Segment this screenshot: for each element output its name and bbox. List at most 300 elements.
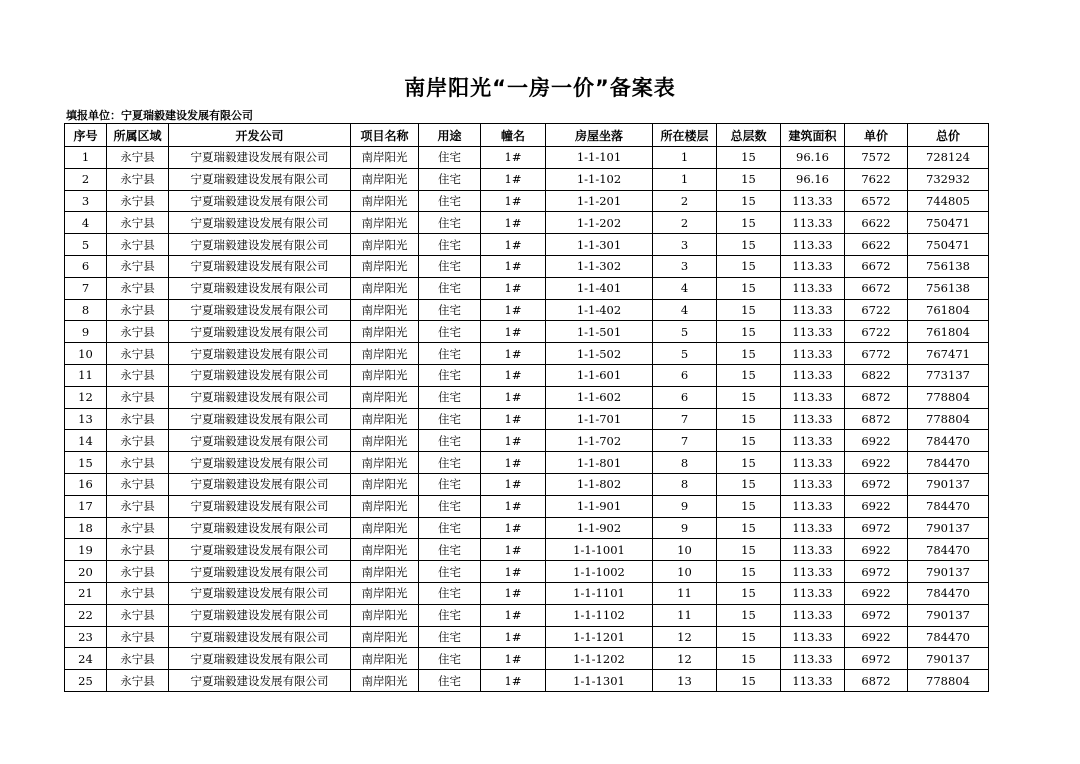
header-area: 建筑面积 — [781, 124, 845, 147]
cell-project: 南岸阳光 — [351, 147, 419, 169]
cell-area: 96.16 — [781, 168, 845, 190]
cell-floor: 1 — [653, 147, 717, 169]
cell-location: 1-1-901 — [546, 495, 653, 517]
cell-index: 11 — [65, 364, 107, 386]
cell-usage: 住宅 — [419, 364, 481, 386]
cell-location: 1-1-1102 — [546, 604, 653, 626]
header-developer: 开发公司 — [169, 124, 351, 147]
cell-index: 10 — [65, 343, 107, 365]
cell-index: 17 — [65, 495, 107, 517]
cell-index: 9 — [65, 321, 107, 343]
cell-building: 1# — [481, 147, 546, 169]
cell-usage: 住宅 — [419, 495, 481, 517]
cell-developer: 宁夏瑞毅建设发展有限公司 — [169, 364, 351, 386]
cell-developer: 宁夏瑞毅建设发展有限公司 — [169, 321, 351, 343]
cell-area: 113.33 — [781, 212, 845, 234]
cell-floor: 2 — [653, 212, 717, 234]
cell-region: 永宁县 — [107, 299, 169, 321]
cell-total-floors: 15 — [717, 255, 781, 277]
table-row — [65, 430, 989, 452]
cell-developer: 宁夏瑞毅建设发展有限公司 — [169, 255, 351, 277]
cell-project: 南岸阳光 — [351, 561, 419, 583]
cell-index: 5 — [65, 234, 107, 256]
cell-total-price: 767471 — [908, 343, 989, 365]
cell-area: 113.33 — [781, 495, 845, 517]
cell-project: 南岸阳光 — [351, 408, 419, 430]
cell-developer: 宁夏瑞毅建设发展有限公司 — [169, 168, 351, 190]
cell-location: 1-1-301 — [546, 234, 653, 256]
cell-usage: 住宅 — [419, 321, 481, 343]
cell-floor: 8 — [653, 452, 717, 474]
cell-region: 永宁县 — [107, 212, 169, 234]
cell-building: 1# — [481, 212, 546, 234]
cell-usage: 住宅 — [419, 473, 481, 495]
cell-floor: 11 — [653, 582, 717, 604]
cell-project: 南岸阳光 — [351, 473, 419, 495]
cell-developer: 宁夏瑞毅建设发展有限公司 — [169, 473, 351, 495]
cell-unit-price: 6972 — [845, 561, 908, 583]
cell-floor: 10 — [653, 561, 717, 583]
cell-area: 113.33 — [781, 343, 845, 365]
cell-total-price: 756138 — [908, 255, 989, 277]
cell-developer: 宁夏瑞毅建设发展有限公司 — [169, 517, 351, 539]
cell-location: 1-1-502 — [546, 343, 653, 365]
cell-project: 南岸阳光 — [351, 582, 419, 604]
cell-total-floors: 15 — [717, 452, 781, 474]
cell-floor: 6 — [653, 364, 717, 386]
cell-region: 永宁县 — [107, 670, 169, 692]
cell-usage: 住宅 — [419, 212, 481, 234]
cell-developer: 宁夏瑞毅建设发展有限公司 — [169, 277, 351, 299]
cell-total-floors: 15 — [717, 495, 781, 517]
cell-unit-price: 6672 — [845, 277, 908, 299]
cell-unit-price: 6922 — [845, 495, 908, 517]
cell-index: 19 — [65, 539, 107, 561]
cell-usage: 住宅 — [419, 452, 481, 474]
header-usage: 用途 — [419, 124, 481, 147]
cell-area: 113.33 — [781, 234, 845, 256]
cell-total-floors: 15 — [717, 648, 781, 670]
cell-usage: 住宅 — [419, 648, 481, 670]
cell-building: 1# — [481, 604, 546, 626]
cell-usage: 住宅 — [419, 430, 481, 452]
cell-index: 2 — [65, 168, 107, 190]
cell-area: 113.33 — [781, 321, 845, 343]
cell-unit-price: 6922 — [845, 539, 908, 561]
cell-project: 南岸阳光 — [351, 190, 419, 212]
cell-developer: 宁夏瑞毅建设发展有限公司 — [169, 299, 351, 321]
cell-location: 1-1-802 — [546, 473, 653, 495]
table-row — [65, 277, 989, 299]
cell-usage: 住宅 — [419, 343, 481, 365]
table-row — [65, 408, 989, 430]
cell-floor: 7 — [653, 408, 717, 430]
cell-index: 3 — [65, 190, 107, 212]
cell-index: 1 — [65, 147, 107, 169]
cell-total-price: 728124 — [908, 147, 989, 169]
cell-total-floors: 15 — [717, 343, 781, 365]
cell-region: 永宁县 — [107, 386, 169, 408]
cell-total-floors: 15 — [717, 626, 781, 648]
cell-total-floors: 15 — [717, 234, 781, 256]
cell-floor: 13 — [653, 670, 717, 692]
cell-total-floors: 15 — [717, 386, 781, 408]
cell-index: 23 — [65, 626, 107, 648]
cell-total-price: 778804 — [908, 408, 989, 430]
cell-floor: 7 — [653, 430, 717, 452]
cell-project: 南岸阳光 — [351, 626, 419, 648]
cell-project: 南岸阳光 — [351, 495, 419, 517]
cell-area: 113.33 — [781, 539, 845, 561]
cell-location: 1-1-202 — [546, 212, 653, 234]
table-row — [65, 364, 989, 386]
cell-index: 24 — [65, 648, 107, 670]
table-row — [65, 473, 989, 495]
cell-total-floors: 15 — [717, 408, 781, 430]
table-row — [65, 561, 989, 583]
cell-area: 113.33 — [781, 408, 845, 430]
cell-total-price: 732932 — [908, 168, 989, 190]
cell-total-price: 761804 — [908, 321, 989, 343]
cell-project: 南岸阳光 — [351, 321, 419, 343]
cell-floor: 12 — [653, 648, 717, 670]
cell-floor: 1 — [653, 168, 717, 190]
table-row — [65, 147, 989, 169]
cell-developer: 宁夏瑞毅建设发展有限公司 — [169, 582, 351, 604]
cell-total-floors: 15 — [717, 299, 781, 321]
header-index: 序号 — [65, 124, 107, 147]
cell-region: 永宁县 — [107, 408, 169, 430]
table-body — [65, 147, 989, 692]
cell-building: 1# — [481, 255, 546, 277]
cell-location: 1-1-401 — [546, 277, 653, 299]
cell-location: 1-1-1202 — [546, 648, 653, 670]
cell-building: 1# — [481, 430, 546, 452]
cell-region: 永宁县 — [107, 473, 169, 495]
cell-region: 永宁县 — [107, 277, 169, 299]
cell-usage: 住宅 — [419, 234, 481, 256]
cell-project: 南岸阳光 — [351, 255, 419, 277]
cell-index: 13 — [65, 408, 107, 430]
cell-project: 南岸阳光 — [351, 670, 419, 692]
cell-usage: 住宅 — [419, 539, 481, 561]
cell-location: 1-1-702 — [546, 430, 653, 452]
cell-area: 113.33 — [781, 190, 845, 212]
table-row — [65, 670, 989, 692]
cell-building: 1# — [481, 234, 546, 256]
cell-floor: 4 — [653, 277, 717, 299]
cell-total-floors: 15 — [717, 561, 781, 583]
cell-project: 南岸阳光 — [351, 299, 419, 321]
header-unit-price: 单价 — [845, 124, 908, 147]
cell-developer: 宁夏瑞毅建设发展有限公司 — [169, 648, 351, 670]
header-region: 所属区域 — [107, 124, 169, 147]
cell-region: 永宁县 — [107, 604, 169, 626]
cell-total-price: 761804 — [908, 299, 989, 321]
cell-developer: 宁夏瑞毅建设发展有限公司 — [169, 147, 351, 169]
cell-location: 1-1-1101 — [546, 582, 653, 604]
cell-unit-price: 6922 — [845, 582, 908, 604]
cell-unit-price: 6972 — [845, 473, 908, 495]
cell-location: 1-1-601 — [546, 364, 653, 386]
cell-project: 南岸阳光 — [351, 386, 419, 408]
cell-location: 1-1-302 — [546, 255, 653, 277]
cell-area: 96.16 — [781, 147, 845, 169]
cell-unit-price: 6722 — [845, 321, 908, 343]
cell-location: 1-1-102 — [546, 168, 653, 190]
cell-unit-price: 6872 — [845, 670, 908, 692]
table-row — [65, 386, 989, 408]
cell-unit-price: 6822 — [845, 364, 908, 386]
cell-usage: 住宅 — [419, 277, 481, 299]
cell-floor: 9 — [653, 495, 717, 517]
cell-location: 1-1-801 — [546, 452, 653, 474]
cell-building: 1# — [481, 168, 546, 190]
cell-building: 1# — [481, 452, 546, 474]
cell-usage: 住宅 — [419, 582, 481, 604]
cell-region: 永宁县 — [107, 343, 169, 365]
cell-project: 南岸阳光 — [351, 430, 419, 452]
cell-usage: 住宅 — [419, 626, 481, 648]
cell-total-price: 784470 — [908, 495, 989, 517]
cell-building: 1# — [481, 626, 546, 648]
table-row — [65, 299, 989, 321]
cell-area: 113.33 — [781, 517, 845, 539]
table-row — [65, 321, 989, 343]
table-row — [65, 495, 989, 517]
cell-index: 12 — [65, 386, 107, 408]
table-header-row — [65, 124, 989, 147]
cell-project: 南岸阳光 — [351, 277, 419, 299]
cell-building: 1# — [481, 364, 546, 386]
cell-building: 1# — [481, 561, 546, 583]
cell-floor: 2 — [653, 190, 717, 212]
cell-developer: 宁夏瑞毅建设发展有限公司 — [169, 452, 351, 474]
table-row — [65, 626, 989, 648]
cell-total-floors: 15 — [717, 517, 781, 539]
table-row — [65, 452, 989, 474]
cell-building: 1# — [481, 495, 546, 517]
cell-building: 1# — [481, 473, 546, 495]
cell-index: 7 — [65, 277, 107, 299]
cell-index: 16 — [65, 473, 107, 495]
table-row — [65, 190, 989, 212]
cell-region: 永宁县 — [107, 561, 169, 583]
cell-total-floors: 15 — [717, 473, 781, 495]
cell-total-price: 750471 — [908, 234, 989, 256]
cell-developer: 宁夏瑞毅建设发展有限公司 — [169, 495, 351, 517]
cell-area: 113.33 — [781, 626, 845, 648]
cell-area: 113.33 — [781, 473, 845, 495]
cell-total-price: 784470 — [908, 582, 989, 604]
cell-region: 永宁县 — [107, 168, 169, 190]
table-row — [65, 517, 989, 539]
cell-unit-price: 6722 — [845, 299, 908, 321]
cell-developer: 宁夏瑞毅建设发展有限公司 — [169, 408, 351, 430]
cell-building: 1# — [481, 321, 546, 343]
cell-usage: 住宅 — [419, 408, 481, 430]
cell-usage: 住宅 — [419, 147, 481, 169]
cell-unit-price: 6572 — [845, 190, 908, 212]
cell-total-floors: 15 — [717, 212, 781, 234]
cell-floor: 5 — [653, 343, 717, 365]
cell-usage: 住宅 — [419, 386, 481, 408]
cell-region: 永宁县 — [107, 147, 169, 169]
cell-total-floors: 15 — [717, 147, 781, 169]
cell-developer: 宁夏瑞毅建设发展有限公司 — [169, 430, 351, 452]
cell-index: 22 — [65, 604, 107, 626]
cell-project: 南岸阳光 — [351, 234, 419, 256]
cell-floor: 3 — [653, 234, 717, 256]
cell-total-price: 784470 — [908, 430, 989, 452]
cell-total-floors: 15 — [717, 604, 781, 626]
cell-usage: 住宅 — [419, 517, 481, 539]
cell-total-floors: 15 — [717, 168, 781, 190]
header-building: 幢名 — [481, 124, 546, 147]
cell-developer: 宁夏瑞毅建设发展有限公司 — [169, 343, 351, 365]
cell-total-price: 778804 — [908, 670, 989, 692]
cell-area: 113.33 — [781, 430, 845, 452]
cell-unit-price: 6972 — [845, 648, 908, 670]
cell-project: 南岸阳光 — [351, 212, 419, 234]
cell-floor: 11 — [653, 604, 717, 626]
cell-developer: 宁夏瑞毅建设发展有限公司 — [169, 234, 351, 256]
cell-floor: 9 — [653, 517, 717, 539]
cell-index: 14 — [65, 430, 107, 452]
header-location: 房屋坐落 — [546, 124, 653, 147]
cell-floor: 4 — [653, 299, 717, 321]
table-row — [65, 212, 989, 234]
cell-total-price: 790137 — [908, 473, 989, 495]
cell-project: 南岸阳光 — [351, 452, 419, 474]
cell-developer: 宁夏瑞毅建设发展有限公司 — [169, 626, 351, 648]
cell-total-price: 773137 — [908, 364, 989, 386]
cell-project: 南岸阳光 — [351, 539, 419, 561]
cell-building: 1# — [481, 648, 546, 670]
cell-total-floors: 15 — [717, 190, 781, 212]
cell-usage: 住宅 — [419, 604, 481, 626]
cell-index: 21 — [65, 582, 107, 604]
cell-location: 1-1-101 — [546, 147, 653, 169]
cell-floor: 3 — [653, 255, 717, 277]
cell-total-floors: 15 — [717, 539, 781, 561]
table-row — [65, 255, 989, 277]
cell-project: 南岸阳光 — [351, 604, 419, 626]
cell-region: 永宁县 — [107, 190, 169, 212]
cell-total-price: 784470 — [908, 626, 989, 648]
cell-developer: 宁夏瑞毅建设发展有限公司 — [169, 670, 351, 692]
cell-floor: 12 — [653, 626, 717, 648]
cell-developer: 宁夏瑞毅建设发展有限公司 — [169, 190, 351, 212]
cell-total-floors: 15 — [717, 364, 781, 386]
cell-region: 永宁县 — [107, 648, 169, 670]
cell-developer: 宁夏瑞毅建设发展有限公司 — [169, 561, 351, 583]
cell-area: 113.33 — [781, 255, 845, 277]
cell-total-floors: 15 — [717, 277, 781, 299]
cell-building: 1# — [481, 343, 546, 365]
cell-region: 永宁县 — [107, 234, 169, 256]
cell-total-floors: 15 — [717, 430, 781, 452]
cell-project: 南岸阳光 — [351, 168, 419, 190]
cell-location: 1-1-1301 — [546, 670, 653, 692]
cell-project: 南岸阳光 — [351, 364, 419, 386]
cell-building: 1# — [481, 299, 546, 321]
cell-location: 1-1-602 — [546, 386, 653, 408]
cell-usage: 住宅 — [419, 670, 481, 692]
cell-area: 113.33 — [781, 452, 845, 474]
cell-unit-price: 6772 — [845, 343, 908, 365]
cell-total-price: 744805 — [908, 190, 989, 212]
document-title: 南岸阳光“一房一价”备案表 — [404, 76, 676, 100]
cell-index: 18 — [65, 517, 107, 539]
cell-region: 永宁县 — [107, 539, 169, 561]
cell-location: 1-1-402 — [546, 299, 653, 321]
cell-unit-price: 6922 — [845, 430, 908, 452]
cell-unit-price: 6672 — [845, 255, 908, 277]
cell-unit-price: 7622 — [845, 168, 908, 190]
cell-floor: 5 — [653, 321, 717, 343]
cell-total-floors: 15 — [717, 670, 781, 692]
cell-building: 1# — [481, 582, 546, 604]
cell-location: 1-1-1002 — [546, 561, 653, 583]
fill-unit-label: 填报单位：宁夏瑞毅建设发展有限公司 — [66, 109, 253, 122]
cell-region: 永宁县 — [107, 582, 169, 604]
cell-developer: 宁夏瑞毅建设发展有限公司 — [169, 386, 351, 408]
cell-area: 113.33 — [781, 582, 845, 604]
cell-total-price: 784470 — [908, 539, 989, 561]
cell-project: 南岸阳光 — [351, 648, 419, 670]
cell-index: 15 — [65, 452, 107, 474]
cell-unit-price: 6922 — [845, 452, 908, 474]
cell-region: 永宁县 — [107, 321, 169, 343]
cell-area: 113.33 — [781, 561, 845, 583]
cell-location: 1-1-501 — [546, 321, 653, 343]
cell-building: 1# — [481, 670, 546, 692]
cell-location: 1-1-1001 — [546, 539, 653, 561]
table-row — [65, 343, 989, 365]
cell-index: 6 — [65, 255, 107, 277]
cell-area: 113.33 — [781, 670, 845, 692]
header-project: 项目名称 — [351, 124, 419, 147]
cell-usage: 住宅 — [419, 168, 481, 190]
record-table — [64, 123, 989, 692]
cell-building: 1# — [481, 539, 546, 561]
table-row — [65, 648, 989, 670]
cell-floor: 8 — [653, 473, 717, 495]
cell-total-floors: 15 — [717, 321, 781, 343]
cell-developer: 宁夏瑞毅建设发展有限公司 — [169, 212, 351, 234]
cell-region: 永宁县 — [107, 452, 169, 474]
cell-location: 1-1-902 — [546, 517, 653, 539]
cell-region: 永宁县 — [107, 626, 169, 648]
cell-unit-price: 6972 — [845, 604, 908, 626]
cell-index: 25 — [65, 670, 107, 692]
cell-index: 8 — [65, 299, 107, 321]
header-total-price: 总价 — [908, 124, 989, 147]
cell-usage: 住宅 — [419, 255, 481, 277]
cell-building: 1# — [481, 386, 546, 408]
table-row — [65, 234, 989, 256]
cell-building: 1# — [481, 277, 546, 299]
cell-index: 4 — [65, 212, 107, 234]
cell-location: 1-1-1201 — [546, 626, 653, 648]
cell-unit-price: 6872 — [845, 408, 908, 430]
cell-building: 1# — [481, 517, 546, 539]
cell-index: 20 — [65, 561, 107, 583]
cell-unit-price: 6972 — [845, 517, 908, 539]
cell-region: 永宁县 — [107, 517, 169, 539]
cell-region: 永宁县 — [107, 364, 169, 386]
